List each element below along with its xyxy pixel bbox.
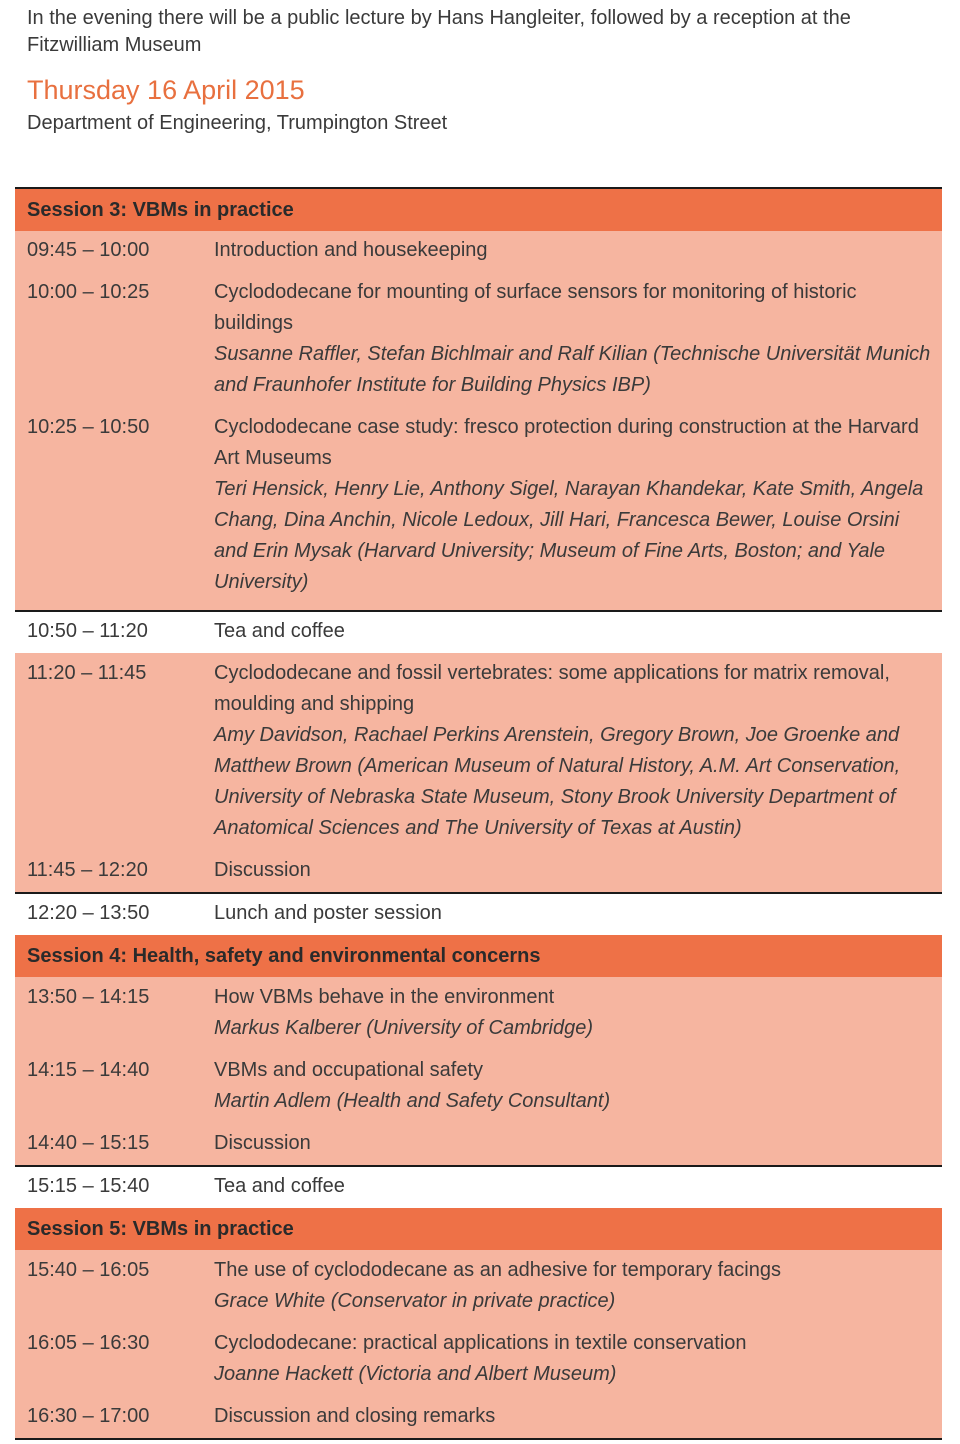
schedule-row	[15, 407, 942, 604]
row-time: 10:00 – 10:25	[27, 281, 150, 303]
talk-title: Discussion	[214, 1132, 311, 1154]
session-4-header: Session 4: Health, safety and environmental concerns	[15, 935, 942, 977]
talk-title: VBMs and occupational safety	[214, 1059, 484, 1081]
session-3-block	[15, 231, 942, 612]
break-row-lunch	[15, 894, 942, 935]
row-content	[214, 1255, 942, 1317]
talk-speakers: Martin Adlem (Health and Safety Consultant)	[214, 1090, 611, 1112]
talk-title: Cyclododecane case study: fresco protection during construction at the Harvard Art Museums	[214, 416, 919, 469]
row-content	[214, 982, 942, 1044]
row-time: 11:20 – 11:45	[27, 662, 147, 684]
schedule-row	[15, 850, 942, 886]
date-heading: Thursday 16 April 2015	[27, 75, 305, 105]
schedule-row	[15, 1167, 942, 1208]
talk-title: Lunch and poster session	[214, 902, 442, 924]
talk-title: Tea and coffee	[214, 620, 345, 642]
row-time: 15:40 – 16:05	[27, 1259, 150, 1281]
schedule-row	[15, 272, 942, 407]
row-content	[214, 1171, 942, 1202]
session-3-continued-block	[15, 653, 942, 894]
talk-speakers: Susanne Raffler, Stefan Bichlmair and Ralf Kilian (Technische Universität Munich and Fraunhofer Institute for Building Physics IBP)	[214, 343, 931, 396]
schedule-row	[15, 977, 942, 1050]
talk-title: Introduction and housekeeping	[214, 239, 488, 261]
break-row-tea-2	[15, 1167, 942, 1208]
row-time: 14:15 – 14:40	[27, 1059, 150, 1081]
schedule-table	[15, 187, 942, 1440]
row-time: 09:45 – 10:00	[27, 239, 150, 261]
row-time: 16:30 – 17:00	[27, 1405, 150, 1427]
row-content	[214, 855, 942, 886]
talk-title: Tea and coffee	[214, 1175, 345, 1197]
row-time: 13:50 – 14:15	[27, 986, 150, 1008]
session-3-header: Session 3: VBMs in practice	[15, 189, 942, 231]
row-content	[214, 1055, 942, 1117]
row-content	[214, 1128, 942, 1159]
schedule-row	[15, 1396, 942, 1432]
row-content	[214, 616, 942, 647]
talk-title: Cyclododecane and fossil vertebrates: some applications for matrix removal, moulding and shipping	[214, 662, 890, 715]
row-time: 14:40 – 15:15	[27, 1132, 150, 1154]
row-time: 12:20 – 13:50	[27, 902, 150, 924]
schedule-row	[15, 1250, 942, 1323]
row-content	[214, 277, 942, 401]
row-time: 16:05 – 16:30	[27, 1332, 150, 1354]
row-time: 10:25 – 10:50	[27, 416, 150, 438]
schedule-row	[15, 1323, 942, 1396]
talk-speakers: Teri Hensick, Henry Lie, Anthony Sigel, Narayan Khandekar, Kate Smith, Angela Chang, Dina Anchin, Nicole Ledoux, Jill Hari, Francesca Bewer, Louise Orsini and Erin Mysak (Harvard University; Museum of Fine Arts, Boston; and Yale University)	[214, 478, 924, 593]
talk-speakers: Grace White (Conservator in private practice)	[214, 1290, 616, 1312]
talk-title: Discussion	[214, 859, 311, 881]
row-content	[214, 898, 942, 929]
schedule-row	[15, 231, 942, 272]
row-time: 10:50 – 11:20	[27, 620, 148, 642]
intro-paragraph: In the evening there will be a public lecture by Hans Hangleiter, followed by a reception at the Fitzwilliam Museum	[27, 7, 851, 56]
talk-speakers: Joanne Hackett (Victoria and Albert Museum)	[214, 1363, 617, 1385]
row-content	[214, 1401, 942, 1432]
schedule-row	[15, 653, 942, 850]
break-row-tea-1	[15, 612, 942, 653]
schedule-row	[15, 1050, 942, 1123]
row-content	[214, 658, 942, 844]
talk-speakers: Amy Davidson, Rachael Perkins Arenstein, Gregory Brown, Joe Groenke and Matthew Brown (American Museum of Natural History, A.M. Art Conservation, University of Nebraska State Museum, Stony Brook University Department of Anatomical Sciences and The University of Texas at Austin)	[214, 724, 901, 839]
session-5-block	[15, 1250, 942, 1440]
schedule-row	[15, 894, 942, 935]
talk-title: How VBMs behave in the environment	[214, 986, 555, 1008]
row-content	[214, 412, 942, 598]
venue-line: Department of Engineering, Trumpington Street	[27, 112, 448, 134]
talk-title: Cyclododecane for mounting of surface sensors for monitoring of historic buildings	[214, 281, 857, 334]
talk-title: Cyclododecane: practical applications in textile conservation	[214, 1332, 747, 1354]
talk-title: The use of cyclododecane as an adhesive for temporary facings	[214, 1259, 781, 1281]
talk-title: Discussion and closing remarks	[214, 1405, 496, 1427]
row-content	[214, 1328, 942, 1390]
schedule-row	[15, 612, 942, 653]
row-time: 11:45 – 12:20	[27, 859, 148, 881]
session-5-header: Session 5: VBMs in practice	[15, 1208, 942, 1250]
row-time: 15:15 – 15:40	[27, 1175, 150, 1197]
row-content	[214, 235, 942, 266]
schedule-row	[15, 1123, 942, 1159]
talk-speakers: Markus Kalberer (University of Cambridge)	[214, 1017, 594, 1039]
session-4-block	[15, 977, 942, 1167]
